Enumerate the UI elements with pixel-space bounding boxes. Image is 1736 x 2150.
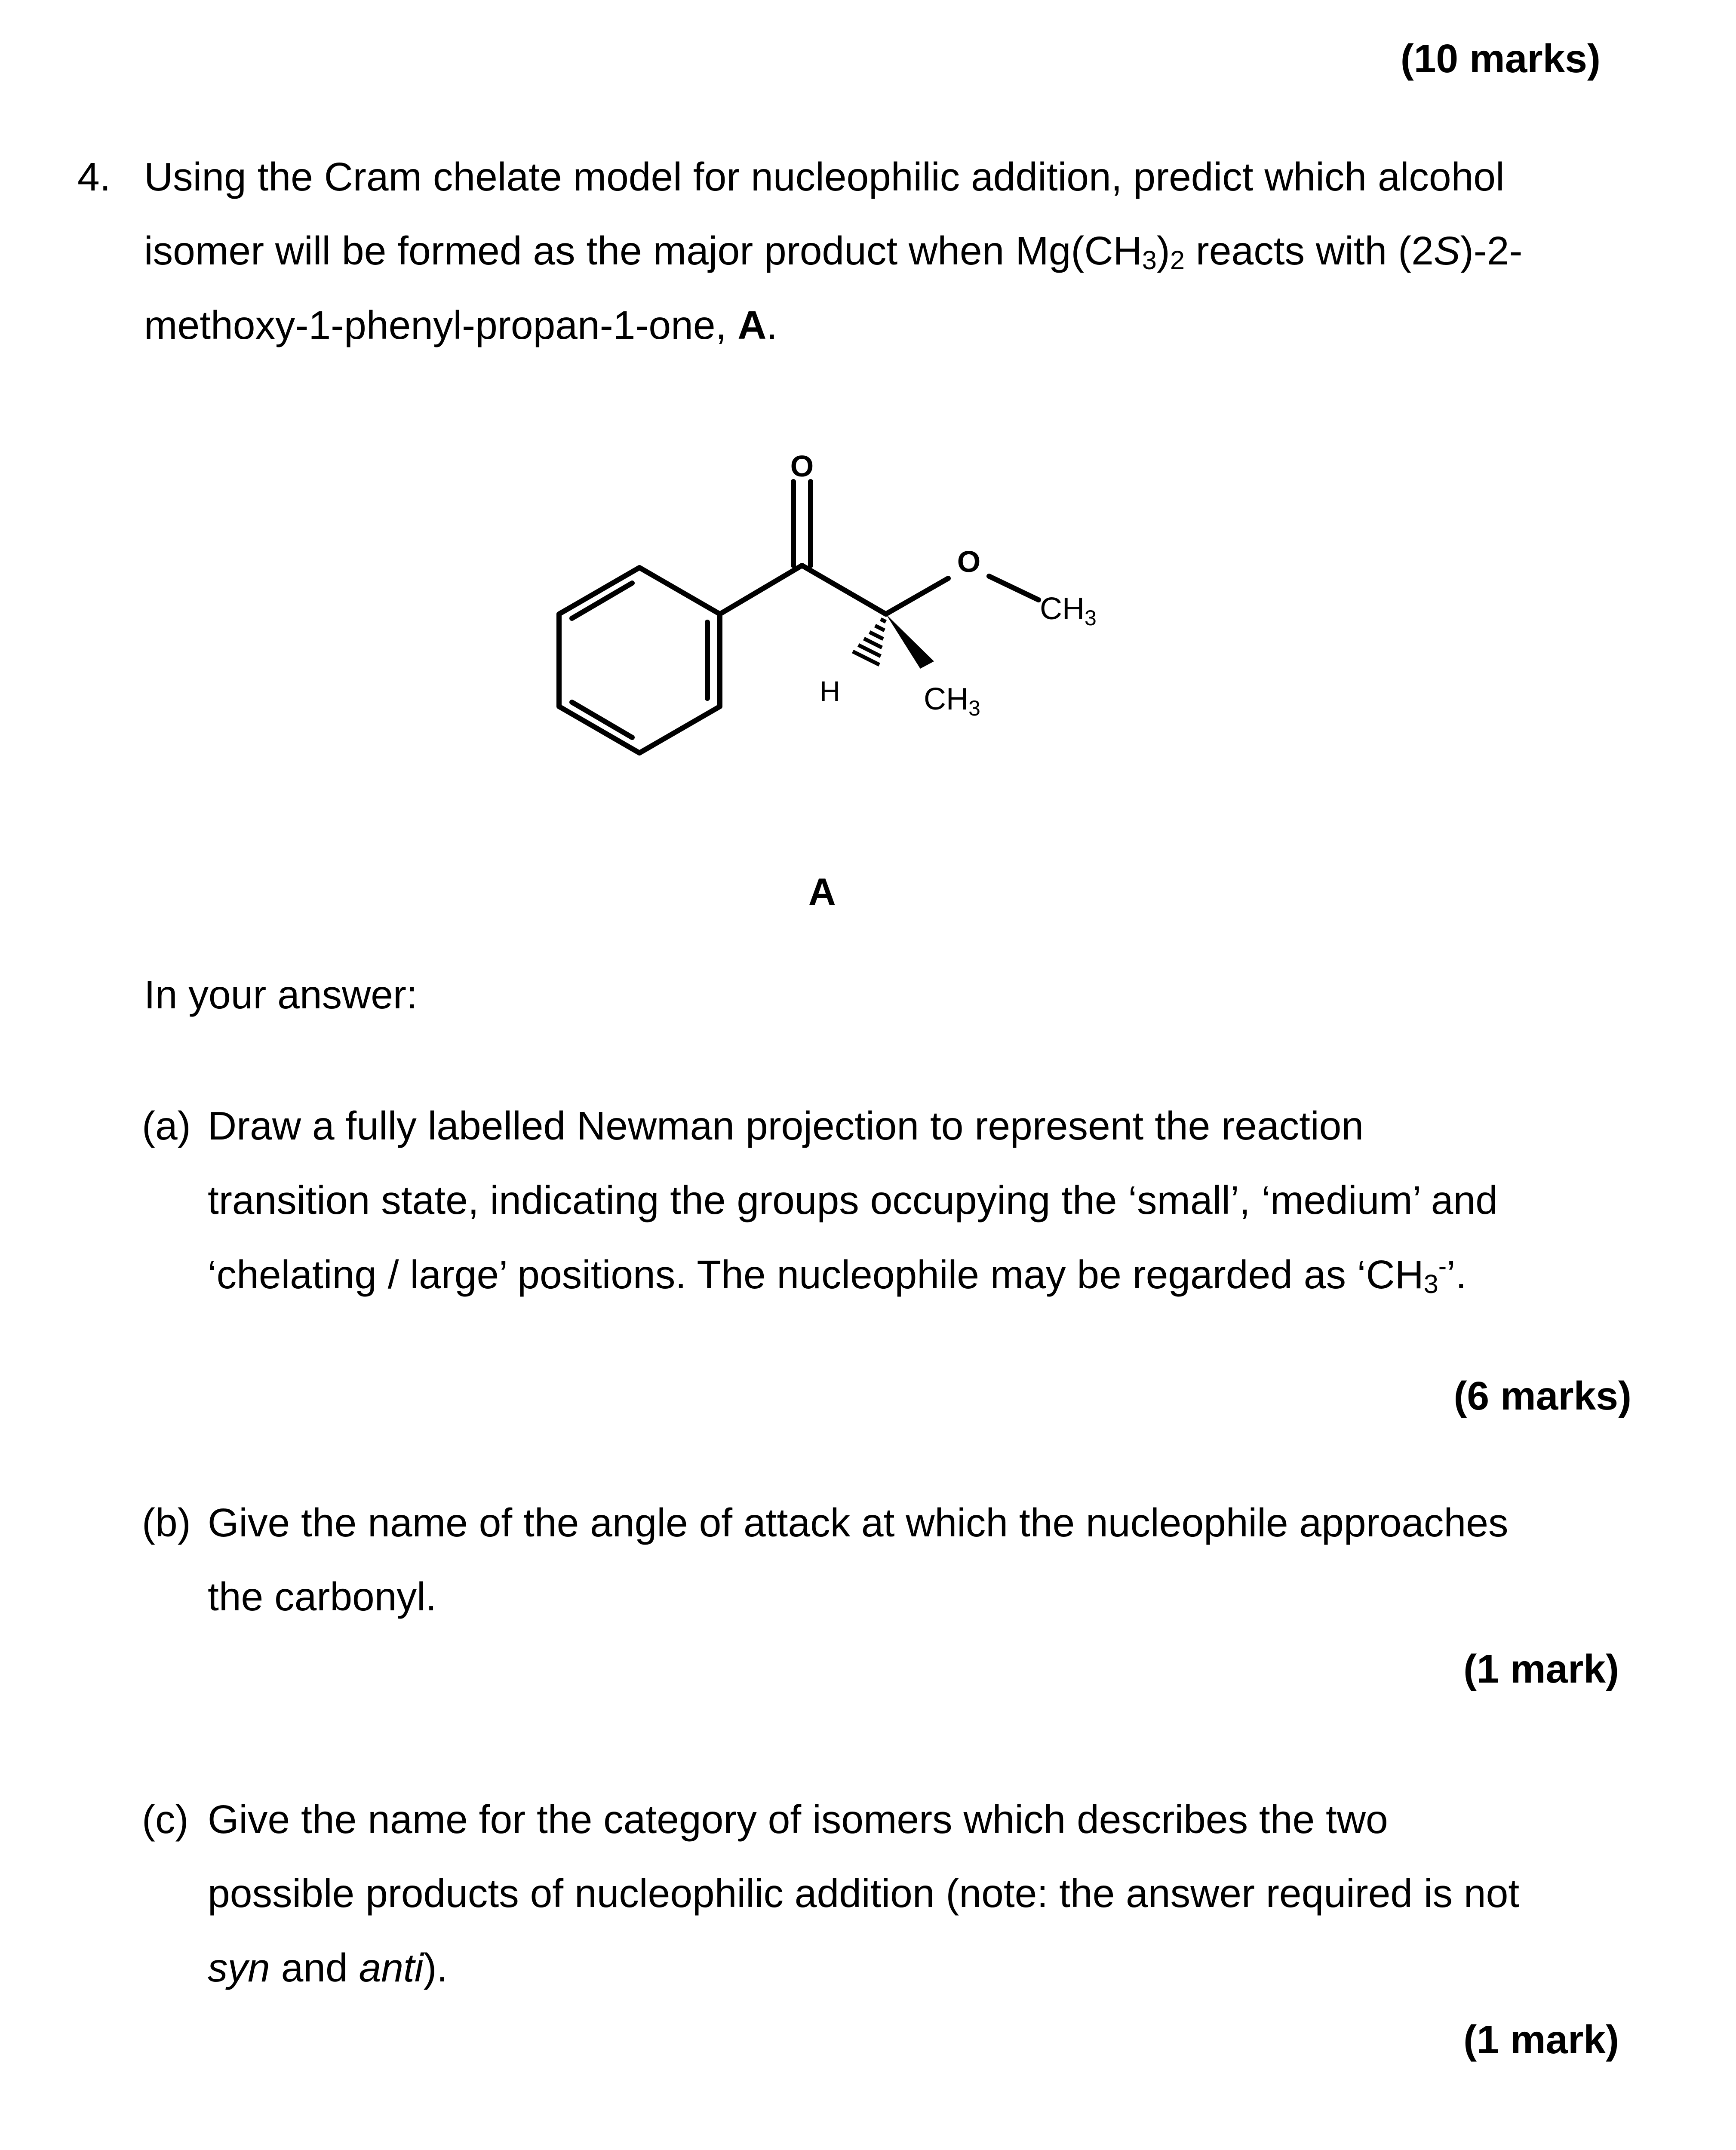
bond-o-methyl: [989, 576, 1039, 600]
bond-c1-c2: [802, 565, 886, 614]
answer-intro: In your answer:: [144, 972, 418, 1017]
part-a-line-1: Draw a fully labelled Newman projection to represent the reaction: [208, 1103, 1364, 1148]
part-b-line-2: the carbonyl.: [208, 1574, 437, 1619]
carbonyl-oxygen-label: O: [790, 449, 814, 483]
compound-a-structure: [516, 430, 1161, 774]
ether-oxygen-label: O: [957, 545, 981, 578]
bond-c2-o: [886, 578, 948, 614]
hashed-bond: [853, 619, 886, 665]
ether-methyl-label: CH3: [1040, 592, 1097, 630]
part-a-marks: (6 marks): [1453, 1373, 1632, 1418]
wedge-bond: [886, 614, 934, 669]
part-a-line-3: ‘chelating / large’ positions. The nucleophile may be regarded as ‘$CH_3^-$’.: [208, 1252, 1467, 1299]
bond-ring-c1: [720, 565, 802, 614]
compound-label: A: [808, 870, 836, 913]
question-line-2: isomer will be formed as the major product when $Mg(CH_3)_2$ reacts with (2S)-2-: [144, 228, 1523, 276]
part-a-line-2: transition state, indicating the groups occupying the ‘small’, ‘medium’ and: [208, 1178, 1498, 1222]
part-b-marks: (1 mark): [1463, 1646, 1619, 1691]
question-line-3: methoxy-1-phenyl-propan-1-one, A.: [144, 303, 778, 347]
benzene-ring: [559, 568, 720, 753]
c2-methyl-label: CH3: [924, 682, 980, 720]
part-b-label: (b): [142, 1500, 191, 1545]
total-marks: (10 marks): [1400, 36, 1601, 81]
part-c-label: (c): [142, 1797, 189, 1842]
part-c-line-1: Give the name for the category of isomers which describes the two: [208, 1797, 1388, 1842]
part-b-line-1: Give the name of the angle of attack at which the nucleophile approaches: [208, 1500, 1509, 1545]
hydrogen-label: H: [820, 675, 840, 707]
question-number: 4.: [77, 154, 111, 199]
part-c-line-2: possible products of nucleophilic addition (note: the answer required is not: [208, 1871, 1520, 1916]
part-a-label: (a): [142, 1103, 191, 1148]
part-c-line-3: syn and anti).: [208, 1945, 448, 1990]
part-c-marks: (1 mark): [1463, 2017, 1619, 2062]
question-line-1: Using the Cram chelate model for nucleophilic addition, predict which alcohol: [144, 154, 1505, 199]
